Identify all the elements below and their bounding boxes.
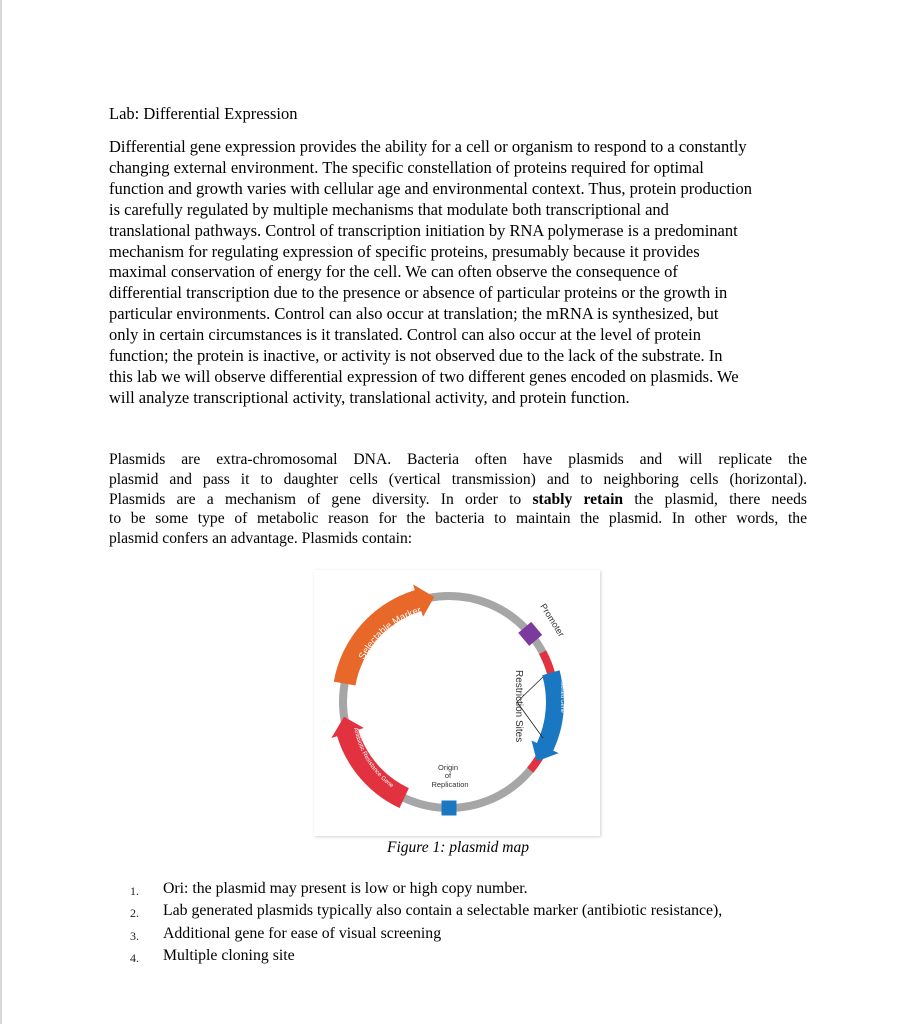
list-item xyxy=(130,924,722,946)
text-line: only in certain circumstances is it translated. Control can also occur at the level of protein xyxy=(109,325,701,345)
list-number: 4. xyxy=(130,951,139,966)
origin-of-replication-block xyxy=(442,801,457,816)
text-line xyxy=(109,490,807,510)
intro-paragraph xyxy=(109,137,809,409)
plasmid-components-list xyxy=(130,879,722,969)
bold-phrase: stably retain xyxy=(532,490,624,508)
text-line: will analyze transcriptional activity, translational activity, and protein function. xyxy=(109,387,630,407)
list-text: Additional gene for ease of visual screening xyxy=(163,924,442,942)
text-line: Differential gene expression provides the ability for a cell or organism to respond to a constantly xyxy=(109,137,747,156)
origin-label-3: Replication xyxy=(431,780,469,789)
list-item xyxy=(130,901,722,923)
list-text: Multiple cloning site xyxy=(163,947,295,965)
text-line: function; the protein is inactive, or activity is not observed due to the lack of the substrate. In xyxy=(109,346,723,366)
text-line: changing external environment. The specific constellation of proteins required for optimal xyxy=(109,157,704,177)
plasmid-paragraph xyxy=(109,450,807,549)
text-line: function and growth varies with cellular age and environmental context. Thus, protein production xyxy=(109,178,753,198)
antibiotic-label: Antibiotic Resistance Gene xyxy=(352,727,395,790)
list-item xyxy=(130,946,722,968)
restriction-sites-label: Restriction Sites xyxy=(513,670,524,743)
list-number: 3. xyxy=(130,928,139,943)
text-line: differential transcription due to the presence or absence of particular proteins or the growth in xyxy=(109,283,728,303)
plasmid-map xyxy=(314,570,600,836)
text-line: plasmid and pass it to daughter cells (vertical transmission) and to neighboring cells (horizontal). xyxy=(109,470,807,488)
page-edge xyxy=(0,0,2,1024)
text-line: to be some type of metabolic reason for the bacteria to maintain the plasmid. In other words, the xyxy=(109,510,807,528)
origin-label-1: Origin xyxy=(437,763,459,772)
list-number: 2. xyxy=(130,906,139,921)
text-segment: Plasmids are a mechanism of gene diversity. In order to xyxy=(109,490,533,508)
text-line: Plasmids are extra-chromosomal DNA. Bacteria often have plasmids and will replicate the xyxy=(109,451,807,468)
promoter-label: Promoter xyxy=(538,601,567,639)
origin-label-2: of xyxy=(444,771,452,780)
text-line: mechanism for regulating expression of specific proteins, presumably because it provides xyxy=(109,241,700,261)
text-segment: the plasmid, there needs xyxy=(623,490,807,508)
text-line: plasmid confers an advantage. Plasmids contain: xyxy=(109,530,413,548)
list-number: 1. xyxy=(130,884,139,898)
text-line: this lab we will observe differential expression of two different genes encoded on plasmids. We xyxy=(109,366,739,386)
caption-text: Figure 1: plasmid map xyxy=(387,839,529,856)
text-line: maximal conservation of energy for the cell. We can often observe the consequence of xyxy=(109,262,678,282)
inserted-gene-label: Inserted Gene xyxy=(559,678,565,713)
text-line: particular environments. Control can also occur at translation; the mRNA is synthesized, but xyxy=(109,304,719,324)
figure-caption xyxy=(0,839,912,857)
text-line: is carefully regulated by multiple mechanisms that modulate both transcriptional and xyxy=(109,199,669,219)
selectable-marker-label: Selectable Marker xyxy=(356,604,423,662)
restriction-site-segment-1 xyxy=(539,650,555,674)
list-text: Ori: the plasmid may present is low or high copy number. xyxy=(163,880,528,897)
list-item xyxy=(130,879,722,901)
plasmid-map-figure xyxy=(314,570,600,836)
text-line: translational pathways. Control of transcription initiation by RNA polymerase is a predominant xyxy=(109,220,738,240)
list-text: Lab generated plasmids typically also contain a selectable marker (antibiotic resistance), xyxy=(163,902,723,920)
document-title: Lab: Differential Expression xyxy=(109,104,298,123)
